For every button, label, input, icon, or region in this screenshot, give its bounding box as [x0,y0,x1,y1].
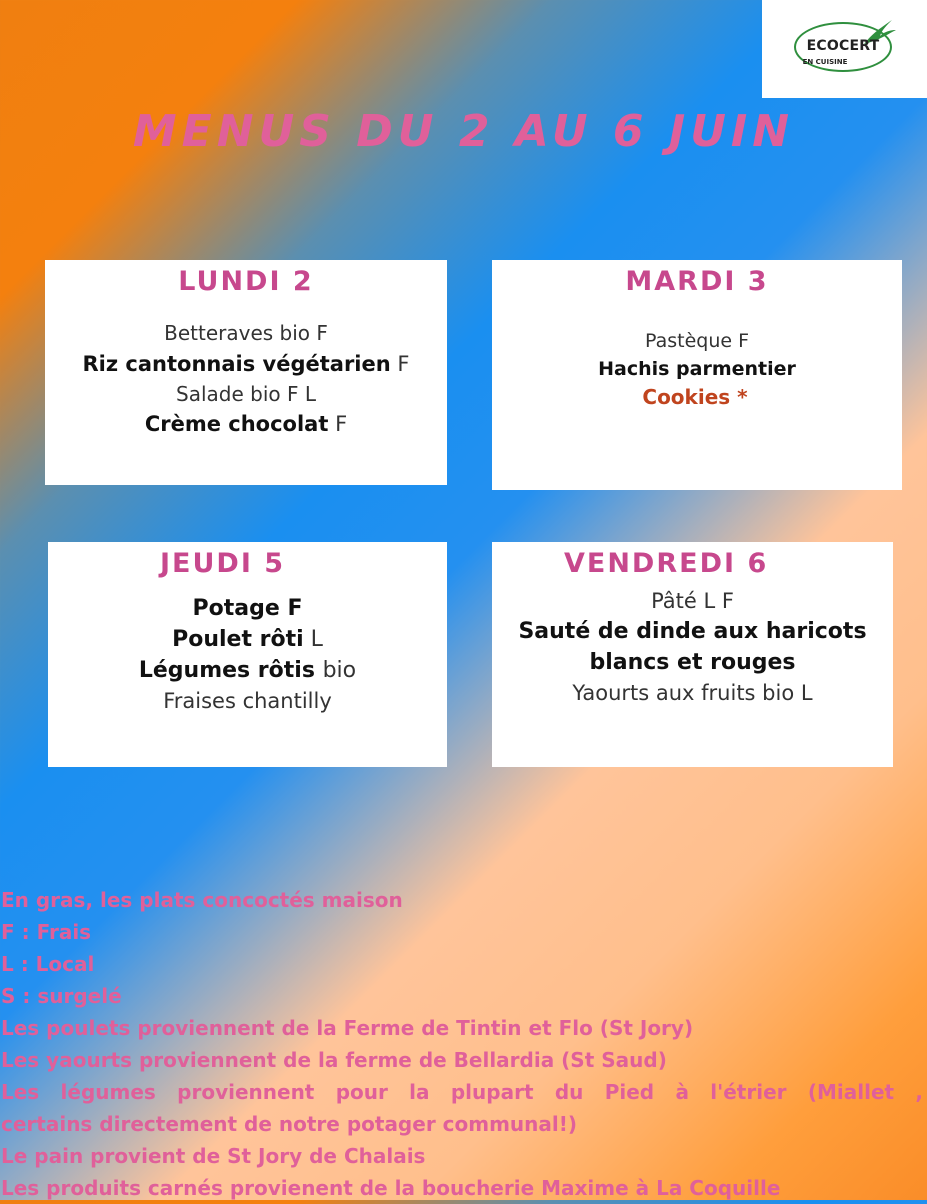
logo-brand: ECOCERT [806,38,880,54]
menu-item: Hachis parmentier [598,358,796,380]
menu-item: Pâté L F [651,589,734,613]
legend-line: Les poulets proviennent de la Ferme de Tintin et Flo (St Jory) [1,1016,694,1040]
menu-item: Cookies * [642,385,748,409]
day-title: JEUDI 5 [160,548,286,579]
day-title: VENDREDI 6 [564,548,769,579]
legend-line: Les yaourts proviennent de la ferme de Bellardia (St Saud) [1,1048,667,1072]
menu-item-bold: Légumes rôtis [138,658,323,683]
menu-item-tag: L [303,627,323,652]
page-title: MENUS DU 2 AU 6 JUIN [132,106,795,157]
menu-item: blancs et rouges [589,650,796,675]
menu-item: Betteraves bio F [164,321,328,345]
menu-item: Sauté de dinde aux haricots [518,619,867,644]
menu-item-tag: bio [322,658,357,683]
menu-item: Fraises chantilly [163,689,332,713]
legend-line: certains directement de notre potager communal!) [1,1112,578,1136]
menu-item-tag: F [390,352,410,376]
legend-line: F : Frais [1,920,92,944]
menu-item [48,658,447,683]
menu-item [45,352,447,376]
menu-item [48,627,447,652]
menu-item-bold: Crème chocolat [144,412,329,436]
legend-line: S : surgelé [1,984,122,1008]
card-mardi [492,260,902,490]
ecocert-logo [762,0,927,98]
menu-item-bold: Poulet rôti [172,627,304,652]
logo-sub: EN CUISINE [802,58,848,66]
card-vendredi [492,542,893,767]
menu-item: Pastèque F [644,330,750,352]
day-title: MARDI 3 [625,266,769,297]
legend-line: Le pain provient de St Jory de Chalais [1,1144,426,1168]
menu-item: Potage F [192,596,303,621]
legend-line: Les légumes proviennent pour la plupart du Pied à l'étrier (Miallet , [1,1080,923,1104]
menu-item-bold: Riz cantonnais végétarien [82,352,391,376]
legend-line: L : Local [1,952,95,976]
legend [1,884,923,1204]
menu-item: Yaourts aux fruits bio L [572,681,813,705]
legend-line: En gras, les plats concoctés maison [1,888,403,912]
card-jeudi [48,542,447,767]
card-lundi [45,260,447,485]
menu-item: Salade bio F L [176,382,316,406]
menu-item [45,412,447,436]
day-title: LUNDI 2 [178,266,314,297]
legend-line: Les produits carnés provienent de la boucherie Maxime à La Coquille [1,1176,781,1200]
menu-item-tag: F [328,412,348,436]
